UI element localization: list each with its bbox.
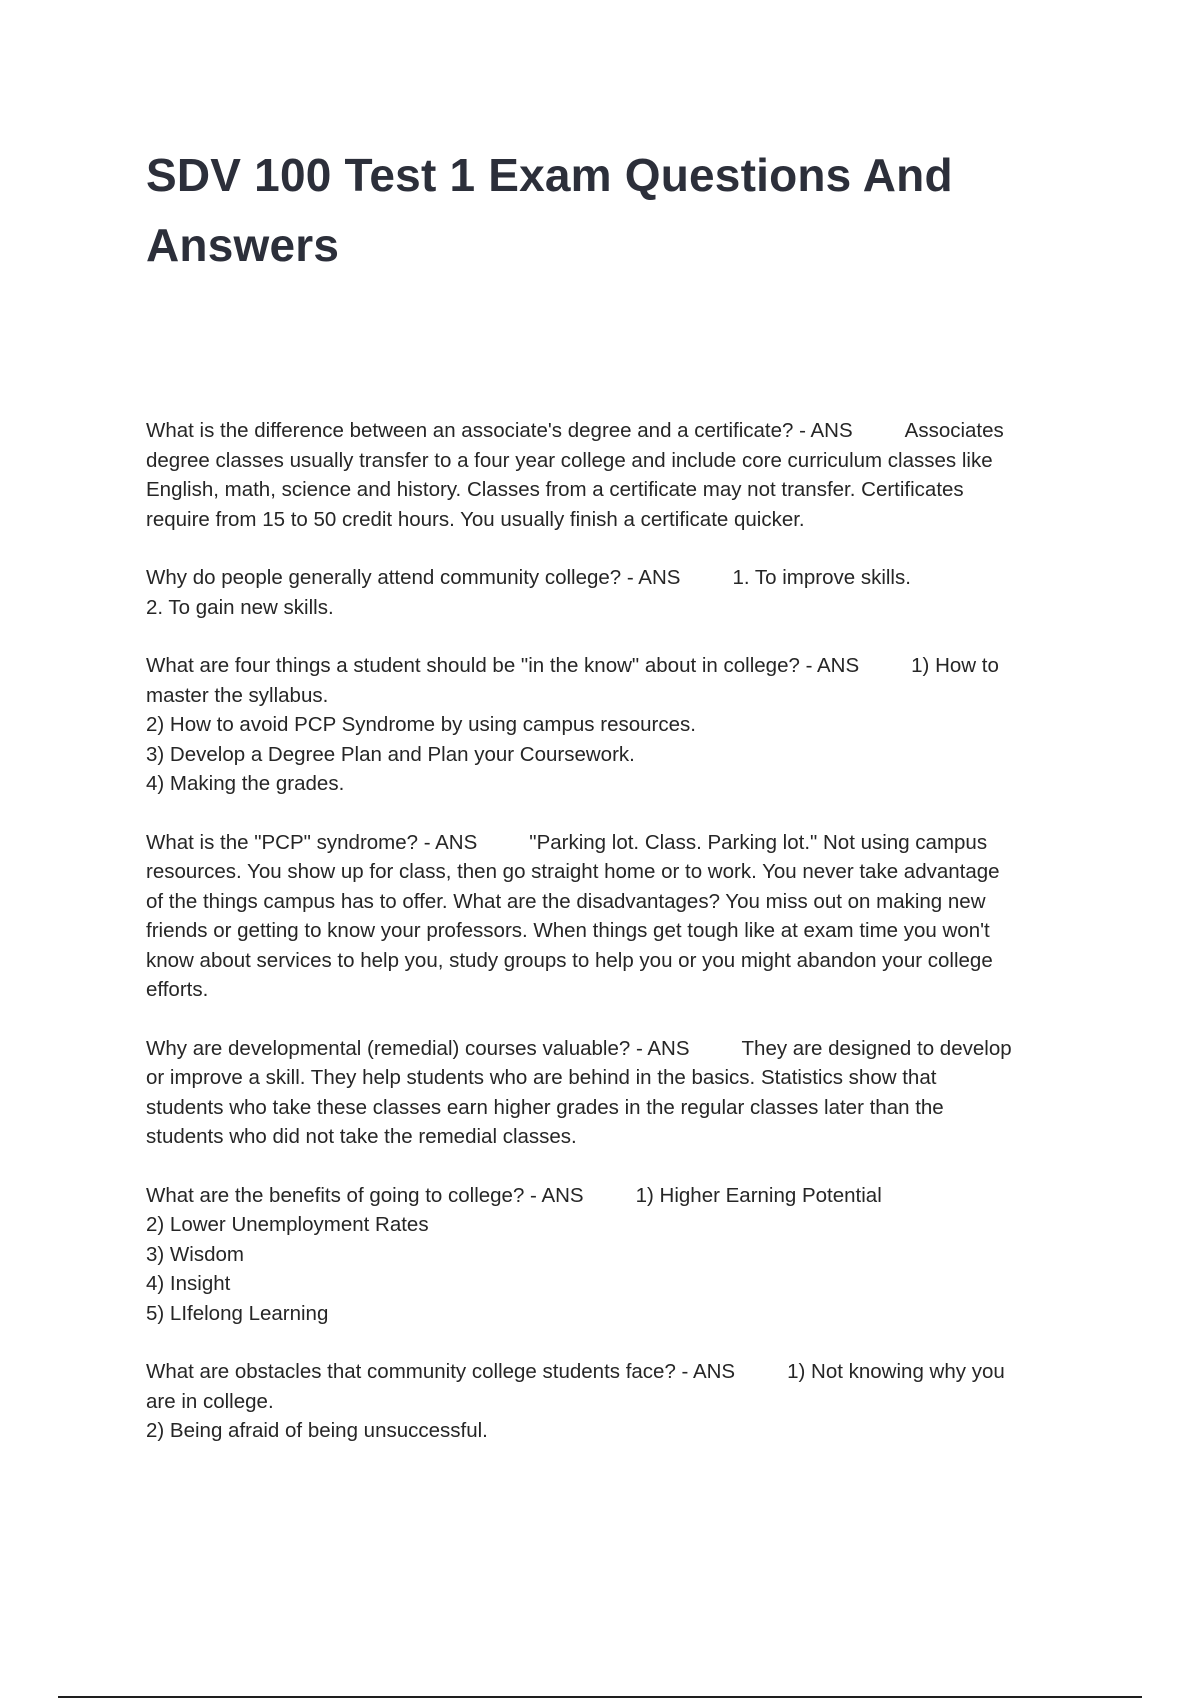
answer-line: 2) Being afraid of being unsuccessful.: [146, 1419, 488, 1442]
answer-text: Associates: [904, 419, 1004, 442]
footer-divider: [58, 1696, 1142, 1698]
qa-first-line: [146, 416, 1086, 446]
answer-line: resources. You show up for class, then go straight home or to work. You never take advantage: [146, 860, 1000, 883]
answer-line: know about services to help you, study groups to help you or you might abandon your college: [146, 948, 993, 972]
answer-text: 1) Not knowing why you: [787, 1360, 1005, 1383]
answer-line: friends or getting to know your professors. When things get tough like at exam time you won't: [146, 919, 990, 942]
qa-item: [146, 416, 1086, 534]
qa-item: [146, 1181, 1086, 1329]
qa-item: [146, 563, 1086, 622]
qa-item: [146, 1357, 1086, 1446]
qa-list: [146, 416, 1086, 1446]
answer-line: 5) LIfelong Learning: [146, 1301, 329, 1325]
answer-line: 4) Insight: [146, 1272, 231, 1295]
question-text: What is the "PCP" syndrome? - ANS: [146, 830, 478, 854]
question-text: What is the difference between an associate's degree and a certificate? - ANS: [146, 419, 853, 442]
answer-line: 4) Making the grades.: [146, 772, 345, 795]
answer-line: students who take these classes earn higher grades in the regular classes later than the: [146, 1095, 944, 1119]
answer-text: "Parking lot. Class. Parking lot." Not using campus: [529, 830, 988, 854]
answer-line: 3) Wisdom: [146, 1242, 244, 1266]
qa-item: [146, 651, 1086, 799]
question-text: Why are developmental (remedial) courses valuable? - ANS: [146, 1036, 690, 1060]
answer-line: are in college.: [146, 1389, 274, 1413]
qa-item: [146, 1034, 1086, 1152]
answer-line: English, math, science and history. Classes from a certificate may not transfer. Certificates: [146, 478, 964, 501]
qa-first-line: [146, 651, 1086, 681]
answer-line: degree classes usually transfer to a four year college and include core curriculum classes like: [146, 448, 993, 472]
qa-item: [146, 828, 1086, 1005]
document-page: [146, 140, 1086, 1475]
answer-text: 1) Higher Earning Potential: [635, 1183, 882, 1207]
answer-line: 3) Develop a Degree Plan and Plan your Coursework.: [146, 742, 635, 766]
question-text: What are obstacles that community college students face? - ANS: [146, 1360, 736, 1383]
answer-line: 2) How to avoid PCP Syndrome by using campus resources.: [146, 713, 696, 736]
answer-line: or improve a skill. They help students who are behind in the basics. Statistics show that: [146, 1066, 937, 1089]
answer-text: 1) How to: [911, 654, 999, 677]
answer-text: 1. To improve skills.: [732, 566, 911, 589]
qa-first-line: [146, 563, 1086, 593]
qa-first-line: [146, 1034, 1086, 1064]
answer-line: require from 15 to 50 credit hours. You usually finish a certificate quicker.: [146, 507, 805, 531]
question-text: Why do people generally attend community college? - ANS: [146, 566, 681, 589]
question-text: What are four things a student should be "in the know" about in college? - ANS: [146, 654, 860, 677]
page-title: SDV 100 Test 1 Exam Questions And Answers: [146, 149, 953, 271]
answer-line: 2) Lower Unemployment Rates: [146, 1213, 429, 1236]
qa-first-line: [146, 828, 1086, 858]
answer-text: They are designed to develop: [741, 1036, 1012, 1060]
question-text: What are the benefits of going to college? - ANS: [146, 1183, 584, 1207]
answer-line: students who did not take the remedial classes.: [146, 1125, 577, 1148]
answer-line: master the syllabus.: [146, 683, 329, 707]
answer-line: of the things campus has to offer. What are the disadvantages? You miss out on making new: [146, 889, 986, 913]
answer-line: efforts.: [146, 978, 209, 1001]
answer-line: 2. To gain new skills.: [146, 595, 334, 619]
qa-first-line: [146, 1181, 1086, 1211]
qa-first-line: [146, 1357, 1086, 1387]
